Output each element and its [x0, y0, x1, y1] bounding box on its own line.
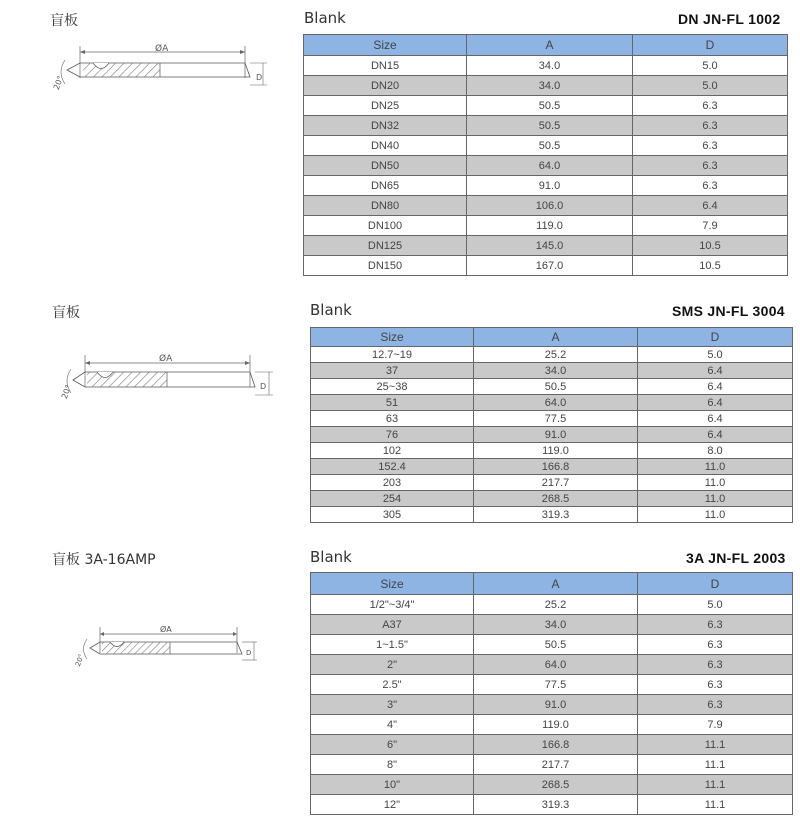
cell-a: 77.5 — [474, 675, 638, 695]
cell-a: 217.7 — [474, 475, 638, 491]
table-row — [311, 615, 793, 635]
table-row — [304, 116, 788, 136]
cell-size: DN20 — [304, 76, 467, 96]
cell-a: 25.2 — [474, 595, 638, 615]
cell-a: 217.7 — [474, 755, 638, 775]
cell-d: 6.3 — [638, 695, 793, 715]
cell-d: 11.0 — [638, 475, 793, 491]
section-dn — [0, 0, 800, 290]
cell-d: 6.3 — [633, 116, 788, 136]
cell-d: 11.1 — [638, 755, 793, 775]
cell-a: 91.0 — [474, 695, 638, 715]
table-row — [311, 795, 793, 815]
right-title: Blank — [310, 301, 352, 319]
cell-size: DN150 — [304, 256, 467, 276]
cell-d: 7.9 — [638, 715, 793, 735]
dia-label: ØA — [160, 625, 172, 634]
cell-d: 11.1 — [638, 735, 793, 755]
cell-d: 6.3 — [638, 655, 793, 675]
cell-size: DN25 — [304, 96, 467, 116]
blank-drawing — [55, 347, 285, 422]
table-row — [311, 475, 793, 491]
cell-size: 25~38 — [311, 379, 474, 395]
cell-a: 25.2 — [474, 347, 638, 363]
cell-a: 119.0 — [474, 443, 638, 459]
col-a: A — [474, 328, 638, 347]
cell-d: 6.4 — [638, 379, 793, 395]
d-label: D — [256, 73, 263, 82]
cell-d: 5.0 — [638, 347, 793, 363]
cell-a: 268.5 — [474, 491, 638, 507]
table-row — [311, 411, 793, 427]
table-row — [311, 427, 793, 443]
cell-size: DN15 — [304, 56, 467, 76]
cell-size: 37 — [311, 363, 474, 379]
cell-size: 76 — [311, 427, 474, 443]
table-row — [311, 755, 793, 775]
col-size: Size — [311, 328, 474, 347]
table-row — [304, 76, 788, 96]
cell-size: DN125 — [304, 236, 467, 256]
cell-d: 6.3 — [638, 615, 793, 635]
table-row — [311, 347, 793, 363]
cell-size: 4" — [311, 715, 474, 735]
cell-a: 167.0 — [467, 256, 633, 276]
cell-d: 6.3 — [638, 675, 793, 695]
standard-code: DN JN-FL 1002 — [678, 11, 781, 27]
cell-a: 119.0 — [474, 715, 638, 735]
cell-a: 166.8 — [474, 459, 638, 475]
col-size: Size — [311, 573, 474, 595]
cell-d: 6.3 — [633, 96, 788, 116]
cell-d: 6.4 — [638, 395, 793, 411]
cell-a: 50.5 — [467, 136, 633, 156]
table-row — [304, 176, 788, 196]
table-row — [304, 196, 788, 216]
cell-d: 6.4 — [638, 363, 793, 379]
dia-label: ØA — [155, 44, 169, 54]
cell-d: 10.5 — [633, 236, 788, 256]
table-row — [311, 735, 793, 755]
cell-size: 203 — [311, 475, 474, 491]
cell-d: 6.3 — [633, 176, 788, 196]
cell-size: 12.7~19 — [311, 347, 474, 363]
table-row — [311, 395, 793, 411]
cell-size: DN100 — [304, 216, 467, 236]
table-row — [311, 775, 793, 795]
cell-size: 2" — [311, 655, 474, 675]
cell-a: 166.8 — [474, 735, 638, 755]
cell-a: 91.0 — [474, 427, 638, 443]
cell-a: 106.0 — [467, 196, 633, 216]
table-row — [311, 595, 793, 615]
cell-d: 6.4 — [633, 196, 788, 216]
cell-size: A37 — [311, 615, 474, 635]
spec-table — [310, 327, 793, 523]
angle-label: 20° — [51, 74, 66, 92]
cell-d: 5.0 — [633, 76, 788, 96]
table-row — [311, 675, 793, 695]
cell-d: 6.3 — [633, 136, 788, 156]
left-title: 盲板 — [50, 13, 78, 29]
cell-d: 6.3 — [638, 635, 793, 655]
cell-size: DN65 — [304, 176, 467, 196]
cell-a: 50.5 — [467, 116, 633, 136]
cell-d: 6.3 — [633, 156, 788, 176]
cell-a: 319.3 — [474, 795, 638, 815]
col-size: Size — [304, 35, 467, 56]
cell-d: 11.0 — [638, 459, 793, 475]
table-row — [311, 695, 793, 715]
cell-a: 145.0 — [467, 236, 633, 256]
cell-d: 11.1 — [638, 775, 793, 795]
cell-a: 34.0 — [467, 76, 633, 96]
table-row — [311, 715, 793, 735]
table-row — [304, 136, 788, 156]
cell-a: 64.0 — [467, 156, 633, 176]
spec-table — [310, 572, 793, 815]
table-row — [311, 443, 793, 459]
cell-d: 5.0 — [633, 56, 788, 76]
cell-size: 3" — [311, 695, 474, 715]
col-d: D — [638, 573, 793, 595]
cell-d: 8.0 — [638, 443, 793, 459]
table-row — [304, 96, 788, 116]
cell-a: 77.5 — [474, 411, 638, 427]
table-row — [304, 236, 788, 256]
cell-size: 102 — [311, 443, 474, 459]
cell-size: 6" — [311, 735, 474, 755]
cell-d: 6.4 — [638, 411, 793, 427]
table-row — [311, 459, 793, 475]
cell-a: 50.5 — [474, 379, 638, 395]
spec-table — [303, 34, 788, 276]
cell-size: 8" — [311, 755, 474, 775]
table-row — [311, 507, 793, 523]
cell-size: DN40 — [304, 136, 467, 156]
cell-a: 319.3 — [474, 507, 638, 523]
d-label: D — [246, 649, 252, 657]
cell-a: 34.0 — [474, 615, 638, 635]
cell-size: 305 — [311, 507, 474, 523]
col-d: D — [638, 328, 793, 347]
section-sms — [0, 292, 800, 537]
standard-code: 3A JN-FL 2003 — [686, 550, 786, 566]
cell-size: 10" — [311, 775, 474, 795]
cell-size: 51 — [311, 395, 474, 411]
table-row — [311, 491, 793, 507]
col-d: D — [633, 35, 788, 56]
col-a: A — [474, 573, 638, 595]
cell-size: 2.5" — [311, 675, 474, 695]
cell-size: DN32 — [304, 116, 467, 136]
cell-a: 34.0 — [474, 363, 638, 379]
cell-size: 1~1.5" — [311, 635, 474, 655]
table-row — [304, 156, 788, 176]
table-row — [311, 655, 793, 675]
cell-d: 10.5 — [633, 256, 788, 276]
table-row — [311, 363, 793, 379]
cell-a: 119.0 — [467, 216, 633, 236]
dia-label: ØA — [159, 354, 173, 364]
d-label: D — [260, 382, 267, 391]
cell-a: 268.5 — [474, 775, 638, 795]
cell-a: 34.0 — [467, 56, 633, 76]
cell-a: 64.0 — [474, 395, 638, 411]
left-title: 盲板 3A-16AMP — [52, 552, 156, 568]
cell-size: DN50 — [304, 156, 467, 176]
cell-d: 5.0 — [638, 595, 793, 615]
angle-label: 20° — [73, 652, 86, 668]
blank-drawing — [45, 40, 280, 110]
cell-d: 11.0 — [638, 491, 793, 507]
table-row — [304, 56, 788, 76]
table-row — [304, 256, 788, 276]
left-title: 盲板 — [52, 305, 80, 321]
cell-a: 64.0 — [474, 655, 638, 675]
cell-a: 50.5 — [467, 96, 633, 116]
table-row — [304, 216, 788, 236]
right-title: Blank — [310, 548, 352, 566]
col-a: A — [467, 35, 633, 56]
cell-size: 1/2"~3/4" — [311, 595, 474, 615]
cell-size: 152.4 — [311, 459, 474, 475]
cell-d: 6.4 — [638, 427, 793, 443]
table-row — [311, 379, 793, 395]
blank-drawing — [70, 619, 265, 689]
standard-code: SMS JN-FL 3004 — [672, 303, 785, 319]
angle-label: 20° — [59, 383, 74, 401]
table-row — [311, 635, 793, 655]
cell-size: 254 — [311, 491, 474, 507]
cell-size: 63 — [311, 411, 474, 427]
cell-size: 12" — [311, 795, 474, 815]
cell-size: DN80 — [304, 196, 467, 216]
section-3a — [0, 539, 800, 835]
cell-d: 7.9 — [633, 216, 788, 236]
right-title: Blank — [304, 9, 346, 27]
cell-a: 50.5 — [474, 635, 638, 655]
cell-d: 11.1 — [638, 795, 793, 815]
cell-a: 91.0 — [467, 176, 633, 196]
cell-d: 11.0 — [638, 507, 793, 523]
